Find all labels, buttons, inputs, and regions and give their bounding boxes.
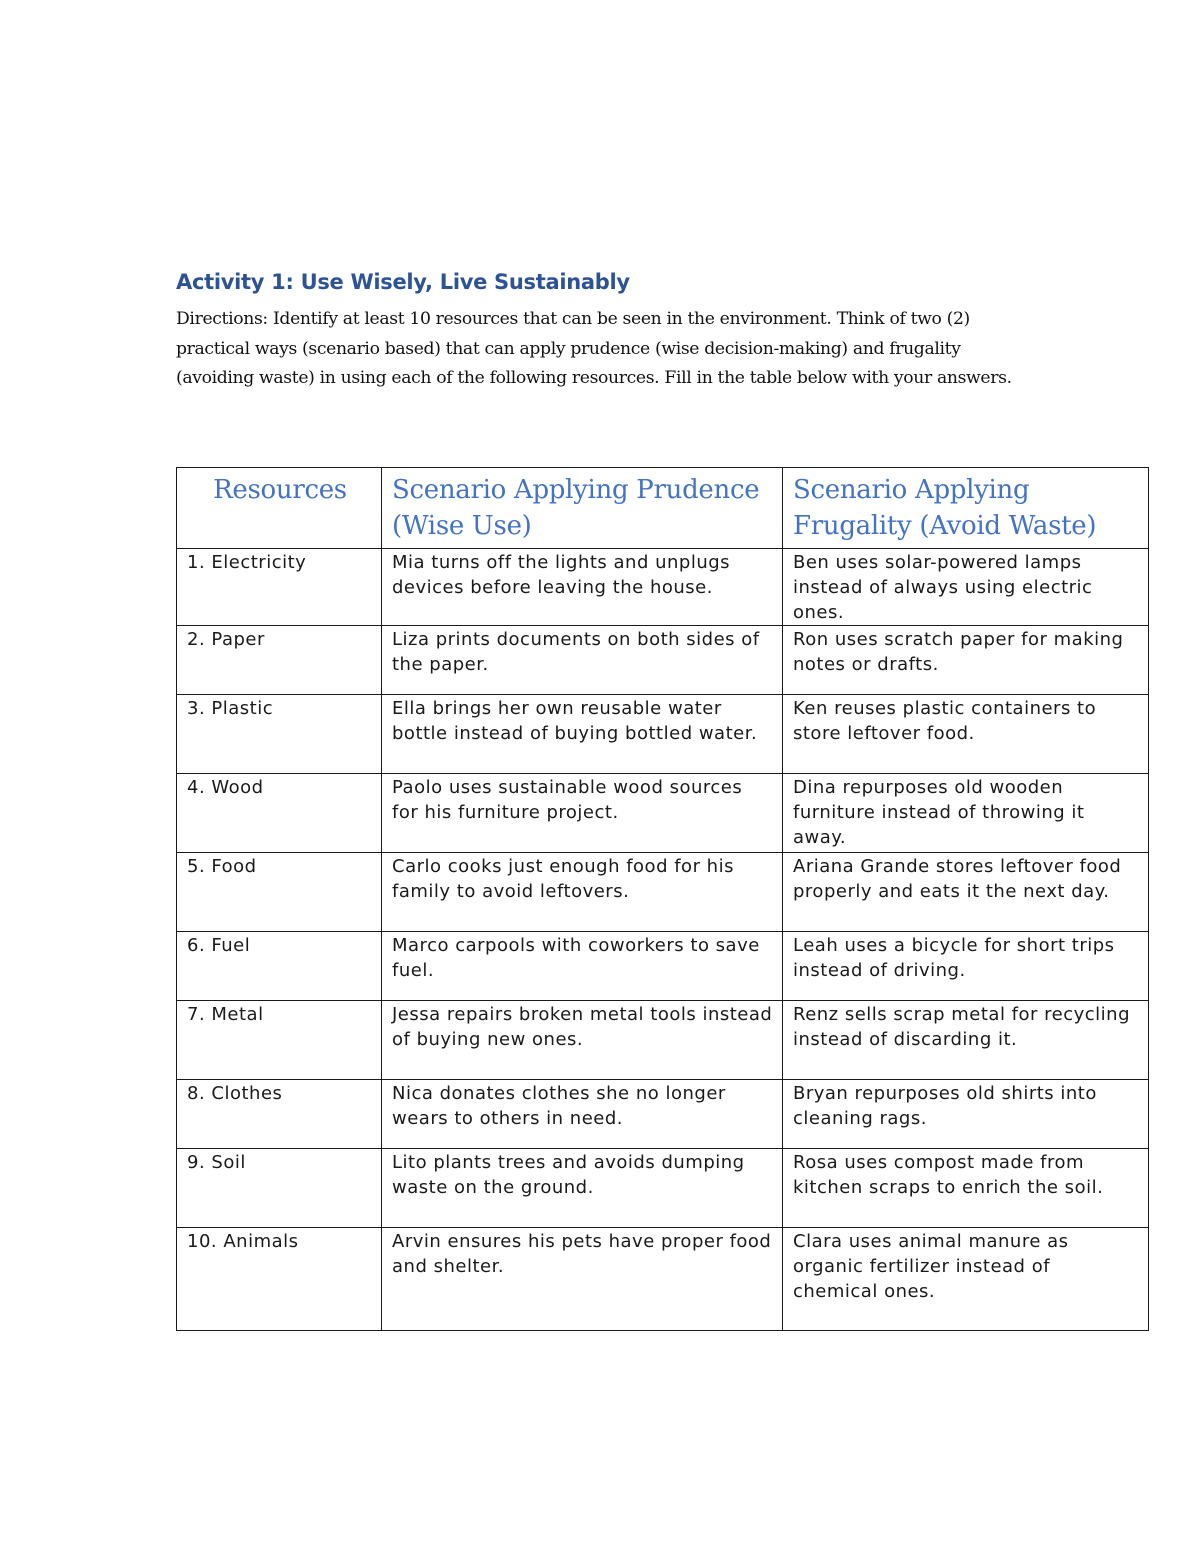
table-row (177, 774, 1149, 853)
frugality-cell: Ariana Grande stores leftover food properly and eats it the next day. (783, 853, 1149, 932)
table-row (177, 1080, 1149, 1149)
header-prudence: Scenario Applying Prudence (Wise Use) (382, 468, 783, 549)
resource-cell: 7. Metal (177, 1001, 382, 1080)
table-row (177, 853, 1149, 932)
resource-cell: 3. Plastic (177, 695, 382, 774)
table-row (177, 1228, 1149, 1331)
prudence-cell: Ella brings her own reusable water bottle instead of buying bottled water. (382, 695, 783, 774)
table-row (177, 1001, 1149, 1080)
header-resources: Resources (177, 468, 382, 549)
prudence-cell: Jessa repairs broken metal tools instead of buying new ones. (382, 1001, 783, 1080)
prudence-cell: Arvin ensures his pets have proper food and shelter. (382, 1228, 783, 1331)
table-row (177, 932, 1149, 1001)
table-row (177, 549, 1149, 626)
prudence-cell: Marco carpools with coworkers to save fuel. (382, 932, 783, 1001)
resources-table (176, 467, 1149, 1331)
prudence-cell: Mia turns off the lights and unplugs devices before leaving the house. (382, 549, 783, 626)
table-row (177, 695, 1149, 774)
resource-cell: 9. Soil (177, 1149, 382, 1228)
activity-title: Activity 1: Use Wisely, Live Sustainably (176, 270, 630, 294)
prudence-cell: Carlo cooks just enough food for his family to avoid leftovers. (382, 853, 783, 932)
table-row (177, 626, 1149, 695)
directions-text: Directions: Identify at least 10 resources that can be seen in the environment. Think of two (2) practical ways (scenario based) that can apply prudence (wise decision-making) and frugality (avoiding waste) in using each of the following resources. Fill in the table below with your answers. (176, 309, 1012, 388)
frugality-cell: Ken reuses plastic containers to store leftover food. (783, 695, 1149, 774)
frugality-cell: Ben uses solar-powered lamps instead of always using electric ones. (783, 549, 1149, 626)
prudence-cell: Lito plants trees and avoids dumping waste on the ground. (382, 1149, 783, 1228)
resource-cell: 8. Clothes (177, 1080, 382, 1149)
frugality-cell: Rosa uses compost made from kitchen scraps to enrich the soil. (783, 1149, 1149, 1228)
prudence-cell: Paolo uses sustainable wood sources for his furniture project. (382, 774, 783, 853)
resource-cell: 4. Wood (177, 774, 382, 853)
header-frugality: Scenario Applying Frugality (Avoid Waste) (783, 468, 1149, 549)
frugality-cell: Ron uses scratch paper for making notes or drafts. (783, 626, 1149, 695)
resource-cell: 2. Paper (177, 626, 382, 695)
frugality-cell: Leah uses a bicycle for short trips instead of driving. (783, 932, 1149, 1001)
prudence-cell: Nica donates clothes she no longer wears to others in need. (382, 1080, 783, 1149)
resource-cell: 1. Electricity (177, 549, 382, 626)
resource-cell: 5. Food (177, 853, 382, 932)
frugality-cell: Dina repurposes old wooden furniture instead of throwing it away. (783, 774, 1149, 853)
table-header-row (177, 468, 1149, 549)
table-row (177, 1149, 1149, 1228)
frugality-cell: Renz sells scrap metal for recycling instead of discarding it. (783, 1001, 1149, 1080)
resource-cell: 6. Fuel (177, 932, 382, 1001)
frugality-cell: Clara uses animal manure as organic fertilizer instead of chemical ones. (783, 1228, 1149, 1331)
frugality-cell: Bryan repurposes old shirts into cleaning rags. (783, 1080, 1149, 1149)
prudence-cell: Liza prints documents on both sides of the paper. (382, 626, 783, 695)
resource-cell: 10. Animals (177, 1228, 382, 1331)
